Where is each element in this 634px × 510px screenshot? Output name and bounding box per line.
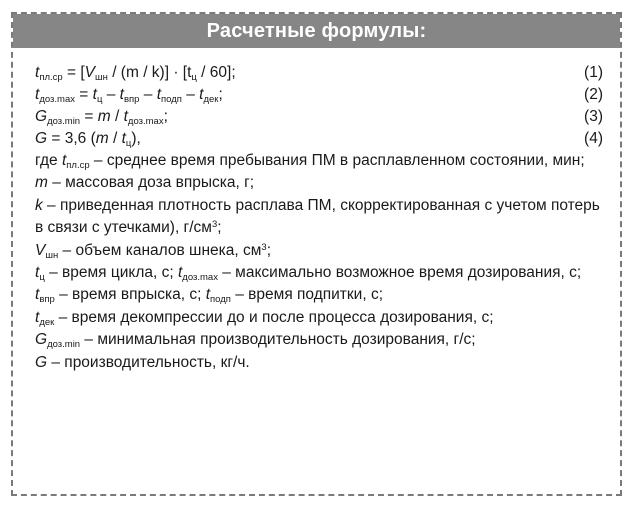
text-run: ;: [217, 219, 222, 237]
definition-item: [35, 329, 603, 351]
text-run: ;: [266, 241, 271, 259]
formula-line: [35, 128, 603, 150]
variable-symbol: t: [199, 86, 204, 103]
subscript: дек: [203, 94, 219, 105]
subscript: ц: [191, 72, 197, 83]
formula-symbol: t: [35, 64, 40, 81]
text-run: =: [74, 86, 93, 103]
formula-number: (2): [584, 86, 603, 103]
text-run: ),: [131, 130, 141, 147]
text-run: =: [80, 108, 98, 125]
text-run: – объем каналов шнека, см: [58, 241, 262, 259]
subscript: доз.max: [182, 272, 218, 284]
subscript: подп: [210, 294, 231, 306]
formula-list: [35, 62, 603, 150]
formula-number: (3): [584, 108, 603, 125]
definition-item: [35, 352, 603, 374]
variable-symbol: t: [35, 308, 40, 326]
variable-symbol: t: [119, 86, 124, 103]
text-run: /: [108, 130, 122, 147]
formula-content: [35, 62, 603, 374]
subscript: ц: [125, 138, 132, 149]
variable-symbol: V: [35, 241, 46, 259]
definition-item: [35, 307, 603, 329]
text-run: /: [110, 108, 124, 125]
subscript: ц: [96, 94, 103, 105]
variable-symbol: t: [123, 108, 128, 125]
variable-symbol: G: [35, 353, 48, 371]
definition-item: [35, 262, 603, 307]
formula-line: [35, 106, 603, 128]
variable-symbol: t: [35, 264, 40, 282]
definition-item: [35, 195, 603, 240]
formula-symbol: t: [35, 86, 40, 103]
subscript: шн: [95, 72, 108, 83]
text-run: – массовая доза впрыска, г;: [47, 174, 255, 192]
formula-symbol: G: [35, 130, 48, 147]
variable-symbol: m: [97, 108, 111, 125]
subscript: пл.ср: [66, 160, 90, 171]
formula-box: [11, 12, 622, 496]
superscript: 3: [261, 241, 267, 253]
subscript: впр: [39, 294, 55, 306]
subscript: доз.min: [47, 339, 81, 351]
text-run: = 3,6 (: [47, 130, 96, 147]
definition-item: [35, 240, 603, 262]
subscript: пл.ср: [39, 72, 63, 83]
variable-symbol: t: [205, 286, 211, 304]
superscript: 3: [211, 219, 218, 231]
box-title: Расчетные формулы:: [13, 14, 620, 48]
text-run: –: [181, 86, 200, 103]
definition-list: [35, 150, 603, 374]
formula-number: (1): [584, 64, 603, 81]
variable-symbol: G: [35, 331, 48, 349]
formula-symbol: G: [35, 108, 48, 125]
formula-number: (4): [584, 130, 603, 147]
text-run: = [: [62, 64, 85, 81]
text-run: – среднее время пребывания ПМ в расплавленном состоянии, мин;: [89, 152, 585, 169]
variable-symbol: t: [156, 86, 161, 103]
subscript: ц: [39, 272, 45, 284]
text-run: – время цикла, с;: [44, 264, 178, 282]
subscript: впр: [123, 94, 140, 105]
variable-symbol: t: [92, 86, 97, 103]
variable-symbol: m: [35, 174, 48, 192]
text-run: ;: [218, 86, 223, 103]
text-run: – время декомпрессии до и после процесса дозирования, с;: [54, 308, 494, 326]
subscript: шн: [45, 249, 59, 261]
variable-symbol: t: [61, 152, 67, 169]
variable-symbol: m: [95, 130, 109, 147]
variable-symbol: t: [177, 264, 183, 282]
variable-symbol: k: [35, 196, 43, 214]
variable-symbol: t: [35, 286, 40, 304]
text-run: ;: [163, 108, 168, 125]
text-run: где: [35, 152, 62, 169]
subscript: доз.min: [47, 116, 81, 127]
subscript: доз.max: [127, 116, 164, 127]
formula-line: [35, 62, 603, 84]
subscript: дек: [39, 316, 55, 328]
formula-line: [35, 84, 603, 106]
text-run: –: [139, 86, 157, 103]
text-run: – максимально возможное время дозирования, с;: [217, 264, 582, 282]
text-run: – минимальная производительность дозирования, г/с;: [80, 331, 476, 349]
variable-symbol: V: [84, 64, 96, 81]
text-run: – приведенная плотность расплава ПМ, скорректированная с учетом потерь в связи с утечками), г/см: [35, 196, 600, 237]
text-run: / 60];: [196, 64, 236, 81]
definition-item: [35, 172, 603, 194]
subscript: доз.max: [39, 94, 75, 105]
text-run: – время подпитки, с;: [230, 286, 383, 304]
text-run: –: [102, 86, 120, 103]
subscript: подп: [161, 94, 182, 105]
variable-symbol: t: [121, 130, 126, 147]
text-run: / (m / k)] · [t: [107, 64, 192, 81]
text-run: – время впрыска, с;: [54, 286, 206, 304]
definition-item: [35, 150, 603, 172]
text-run: – производительность, кг/ч.: [47, 353, 250, 371]
